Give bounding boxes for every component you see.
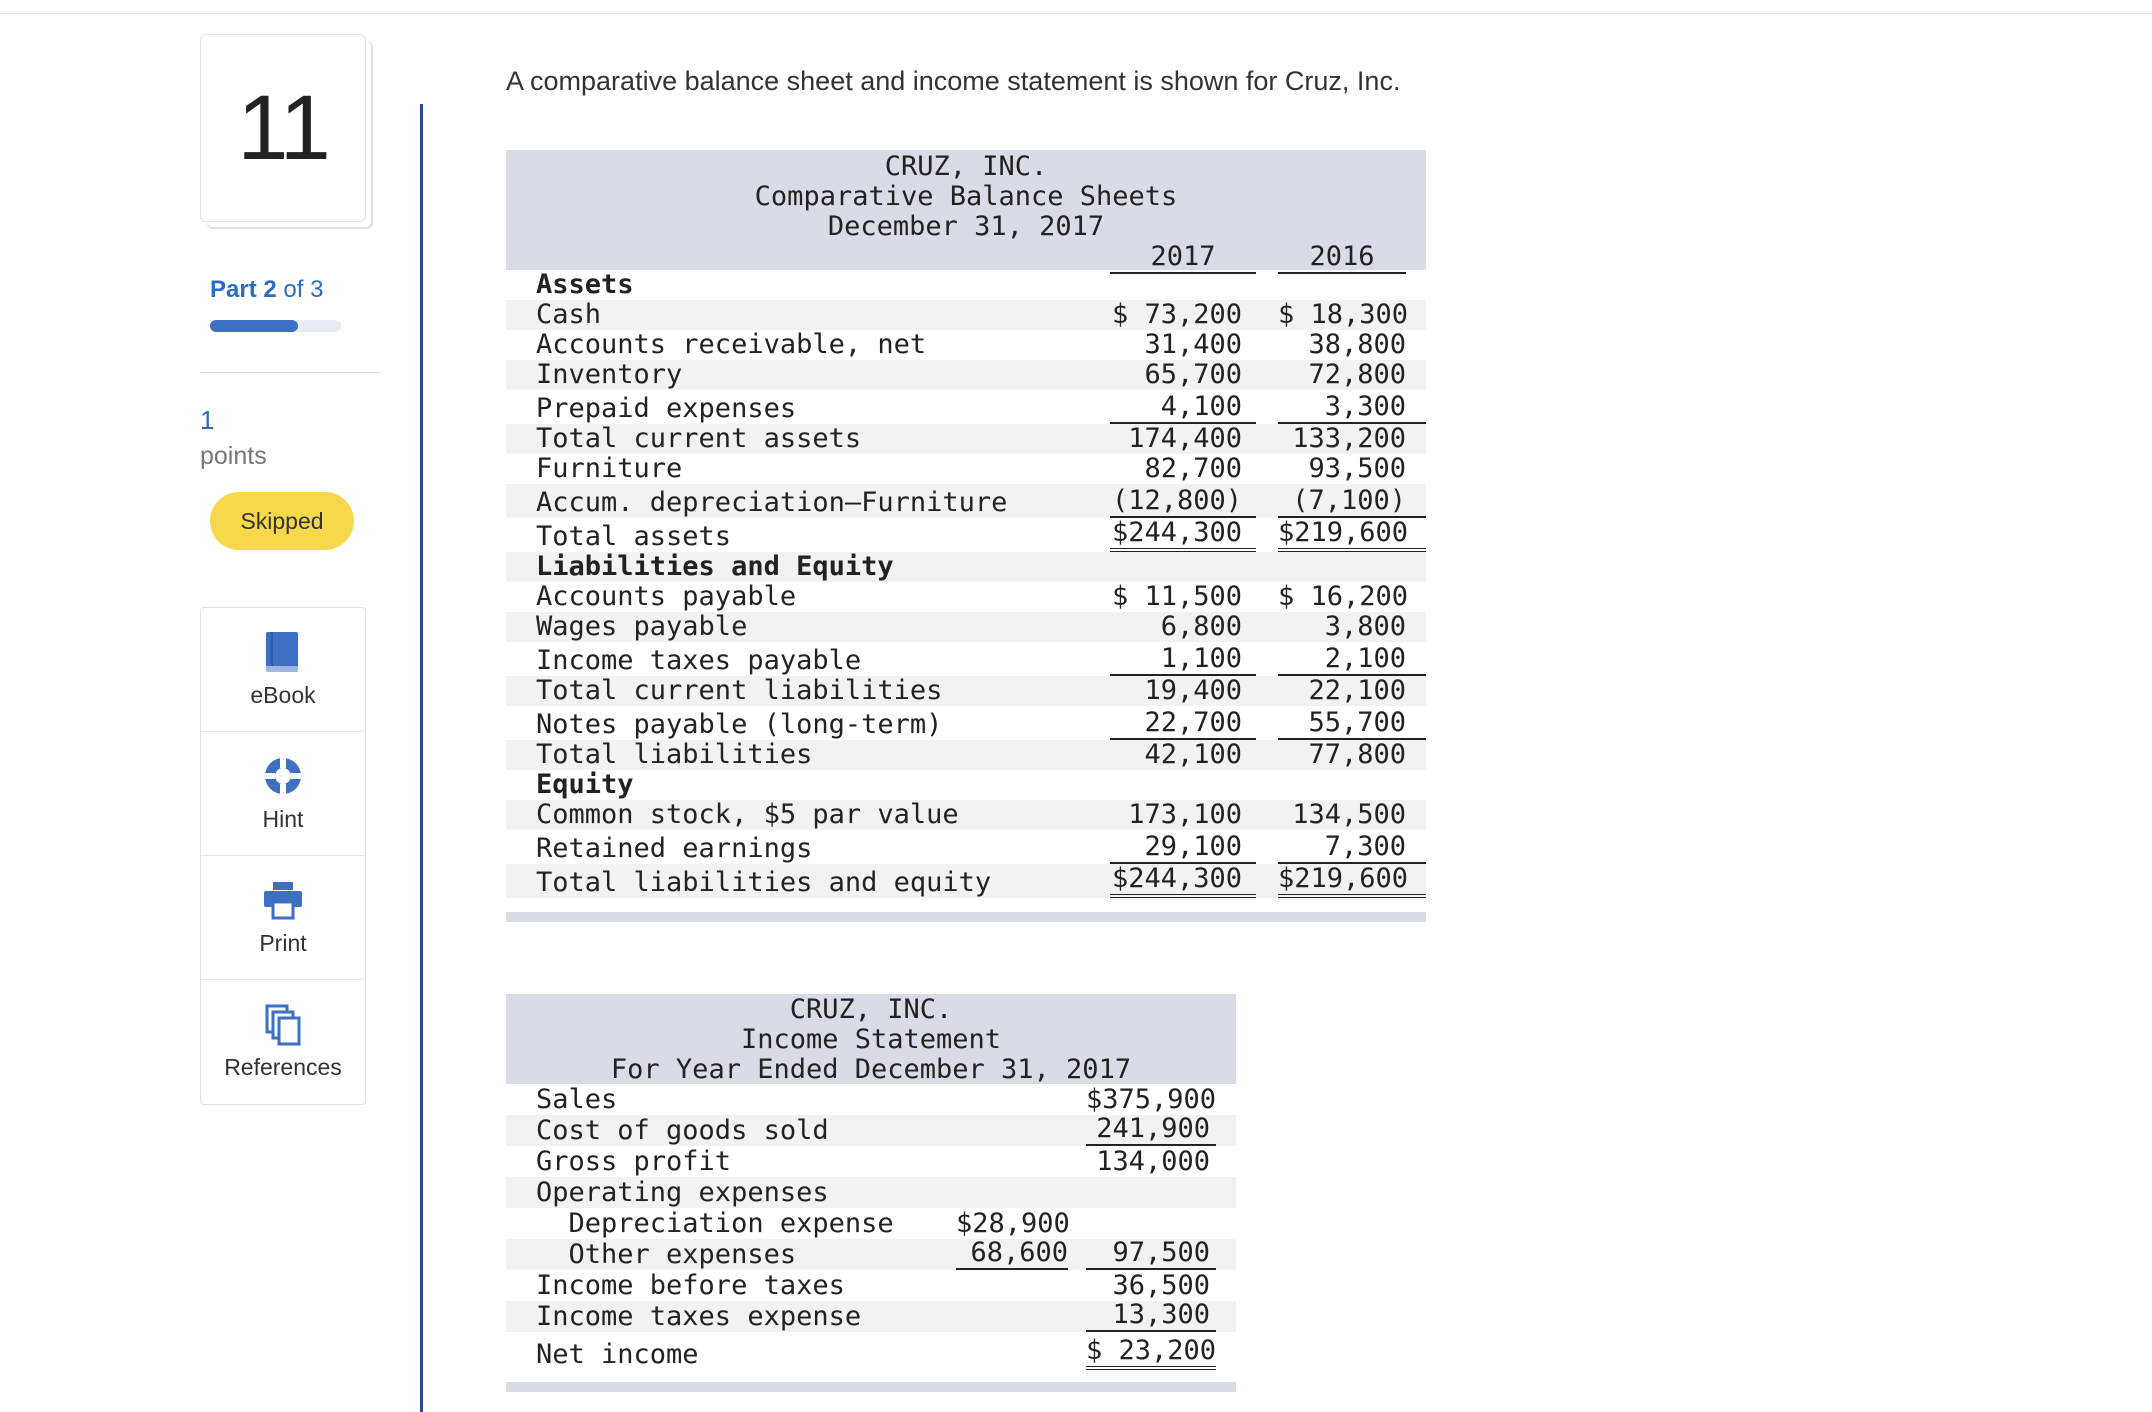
row-label: Retained earnings — [536, 833, 813, 864]
income-statement-period: For Year Ended December 31, 2017 — [610, 1054, 1132, 1085]
row-label: Sales — [536, 1084, 618, 1115]
hint-label: Hint — [262, 806, 304, 832]
row-label: Net income — [536, 1339, 699, 1370]
table-row — [506, 390, 1426, 424]
row-label: Total liabilities — [536, 739, 813, 770]
income-statement-company: CRUZ, INC. — [789, 994, 953, 1025]
tools-panel — [200, 607, 366, 1105]
value-2016: 3,800 — [1324, 611, 1406, 642]
table-row — [506, 612, 1426, 642]
part-total: of 3 — [283, 276, 324, 303]
income-statement-rows — [506, 1084, 1236, 1370]
row-label: Accounts payable — [536, 581, 797, 612]
ebook-button[interactable] — [201, 608, 365, 732]
table-row — [506, 1208, 1236, 1239]
value-2017: 65,700 — [1144, 359, 1242, 390]
value-2016: $ 16,200 — [1278, 581, 1409, 612]
table-row — [506, 740, 1426, 770]
row-label: Total current assets — [536, 423, 862, 454]
value-2017: 31,400 — [1144, 329, 1242, 360]
income-statement-title: Income Statement — [740, 1024, 1002, 1055]
value-2016: $219,600 — [1278, 517, 1426, 552]
value-2016: $219,600 — [1278, 863, 1426, 898]
hint-button[interactable] — [201, 732, 365, 856]
row-label: Income taxes expense — [536, 1301, 862, 1332]
value-2016: 77,800 — [1308, 739, 1406, 770]
balance-sheet — [506, 150, 1426, 922]
income-statement-header — [506, 994, 1236, 1084]
row-label: Total assets — [536, 521, 732, 552]
table-row — [506, 1115, 1236, 1146]
value-2016: 2,100 — [1278, 643, 1426, 676]
value-2016: 22,100 — [1308, 675, 1406, 706]
value-2017: 82,700 — [1144, 453, 1242, 484]
table-row — [506, 552, 1426, 582]
table-row — [506, 270, 1426, 300]
outer-amount: $375,900 — [1086, 1084, 1217, 1115]
table-row — [506, 582, 1426, 612]
value-2016: $ 18,300 — [1278, 299, 1409, 330]
income-statement — [506, 994, 1236, 1392]
balance-sheet-company: CRUZ, INC. — [884, 151, 1048, 182]
intro-text-clip — [506, 66, 1606, 106]
outer-amount: 36,500 — [1112, 1270, 1210, 1301]
outer-amount: 241,900 — [1086, 1113, 1216, 1146]
table-row — [506, 518, 1426, 552]
table-row — [506, 800, 1426, 830]
table-row — [506, 642, 1426, 676]
table-row — [506, 300, 1426, 330]
row-label: Accounts receivable, net — [536, 329, 927, 360]
outer-amount: 134,000 — [1096, 1146, 1210, 1177]
value-2017: 4,100 — [1110, 391, 1256, 424]
outer-amount: $ 23,200 — [1086, 1335, 1216, 1370]
value-2017: $244,300 — [1110, 517, 1256, 552]
value-2016: 72,800 — [1308, 359, 1406, 390]
sidebar-divider — [200, 372, 380, 373]
row-label: Depreciation expense — [536, 1208, 894, 1239]
row-label: Other expenses — [536, 1239, 797, 1270]
ebook-label: eBook — [250, 682, 316, 708]
row-label: Accum. depreciation—Furniture — [536, 487, 1008, 518]
table-row — [506, 1084, 1236, 1115]
row-label: Operating expenses — [536, 1177, 829, 1208]
column-header-2017: 2017 — [1110, 242, 1256, 274]
table-row — [506, 676, 1426, 706]
row-label: Cash — [536, 299, 602, 330]
row-label: Assets — [536, 269, 634, 300]
table-row — [506, 424, 1426, 454]
table-row — [506, 1301, 1236, 1332]
printer-icon — [261, 878, 305, 922]
row-label: Inventory — [536, 359, 683, 390]
row-label: Gross profit — [536, 1146, 732, 1177]
inner-amount: 68,600 — [956, 1237, 1068, 1270]
row-label: Total liabilities and equity — [536, 867, 992, 898]
row-label: Income before taxes — [536, 1270, 845, 1301]
value-2017: 174,400 — [1128, 423, 1242, 454]
table-row — [506, 1270, 1236, 1301]
references-label: References — [224, 1054, 342, 1080]
row-label: Total current liabilities — [536, 675, 943, 706]
value-2016: (7,100) — [1278, 485, 1426, 518]
table-row — [506, 1332, 1236, 1370]
value-2017: 173,100 — [1128, 799, 1242, 830]
row-label: Common stock, $5 par value — [536, 799, 959, 830]
print-button[interactable] — [201, 856, 365, 980]
row-label: Income taxes payable — [536, 645, 862, 676]
outer-amount: 13,300 — [1086, 1299, 1216, 1332]
question-number-card — [200, 34, 366, 222]
row-label: Wages payable — [536, 611, 748, 642]
value-2017: $244,300 — [1110, 863, 1256, 898]
print-label: Print — [259, 930, 307, 956]
table-row — [506, 484, 1426, 518]
value-2017: $ 73,200 — [1111, 299, 1242, 330]
points-label: points — [200, 442, 267, 470]
outer-amount: 97,500 — [1086, 1237, 1216, 1270]
table-row — [506, 864, 1426, 898]
inner-amount: $28,900 — [956, 1208, 1070, 1239]
value-2016: 93,500 — [1308, 453, 1406, 484]
value-2016: 3,300 — [1278, 391, 1426, 424]
value-2017: 29,100 — [1110, 831, 1256, 864]
references-button[interactable] — [201, 980, 365, 1103]
value-2017: 22,700 — [1110, 707, 1256, 740]
table-row — [506, 770, 1426, 800]
balance-sheet-header — [506, 150, 1426, 270]
value-2017: (12,800) — [1110, 485, 1256, 518]
table-row — [506, 454, 1426, 484]
value-2017: 19,400 — [1144, 675, 1242, 706]
table-row — [506, 1239, 1236, 1270]
table-row — [506, 360, 1426, 390]
row-label: Liabilities and Equity — [536, 551, 894, 582]
row-label: Notes payable (long-term) — [536, 709, 943, 740]
balance-sheet-title: Comparative Balance Sheets — [754, 181, 1178, 212]
income-statement-bottom-bar — [506, 1382, 1236, 1392]
table-row — [506, 830, 1426, 864]
table-row — [506, 1177, 1236, 1208]
balance-sheet-bottom-bar — [506, 912, 1426, 922]
copy-icon — [261, 1002, 305, 1046]
intro-text: A comparative balance sheet and income statement is shown for Cruz, Inc. — [506, 66, 1401, 96]
table-row — [506, 1146, 1236, 1177]
value-2017: 42,100 — [1144, 739, 1242, 770]
value-2017: $ 11,500 — [1111, 581, 1242, 612]
part-progress-fill — [210, 320, 298, 332]
points-value: 1 — [200, 405, 215, 435]
value-2016: 55,700 — [1278, 707, 1426, 740]
top-bar — [0, 0, 2152, 14]
part-indicator — [210, 276, 323, 304]
value-2016: 38,800 — [1308, 329, 1406, 360]
part-word: Part — [210, 276, 257, 303]
value-2016: 7,300 — [1278, 831, 1426, 864]
book-icon — [261, 630, 305, 674]
value-2016: 133,200 — [1292, 423, 1406, 454]
row-label: Prepaid expenses — [536, 393, 797, 424]
balance-sheet-rows — [506, 270, 1426, 898]
table-row — [506, 706, 1426, 740]
balance-sheet-date: December 31, 2017 — [827, 211, 1105, 242]
lifebuoy-icon — [261, 754, 305, 798]
row-label: Furniture — [536, 453, 683, 484]
value-2016: 134,500 — [1292, 799, 1406, 830]
value-2017: 1,100 — [1110, 643, 1256, 676]
part-progress-bar — [210, 320, 341, 332]
row-label: Cost of goods sold — [536, 1115, 829, 1146]
status-badge: Skipped — [210, 492, 354, 550]
content-divider — [420, 104, 423, 1412]
question-number: 11 — [237, 76, 329, 179]
part-current: 2 — [263, 276, 277, 303]
column-header-2016: 2016 — [1278, 242, 1406, 274]
row-label: Equity — [536, 769, 634, 800]
value-2017: 6,800 — [1160, 611, 1242, 642]
table-row — [506, 330, 1426, 360]
